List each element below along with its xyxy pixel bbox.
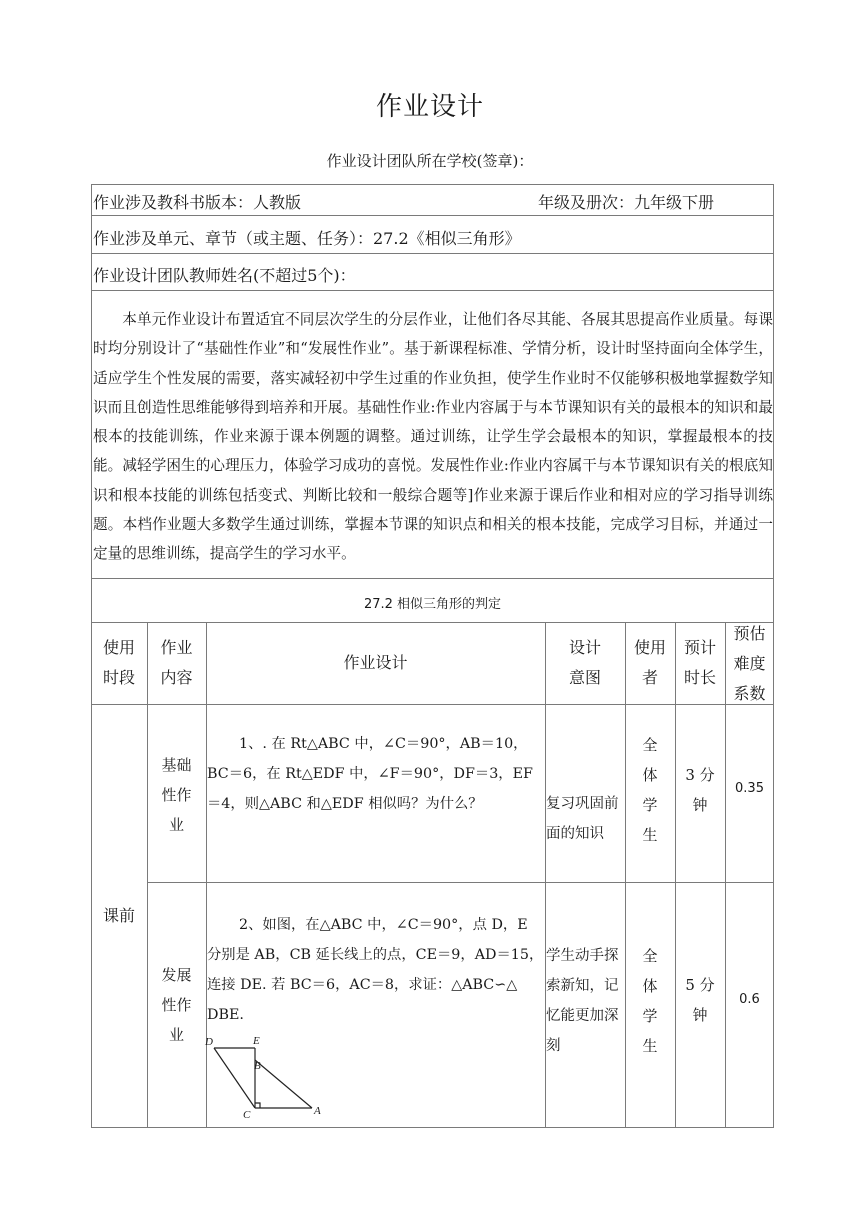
row2-type: 发展 性作 业 xyxy=(161,966,192,1044)
triangle-figure xyxy=(200,1030,340,1122)
divider xyxy=(91,215,774,216)
divider xyxy=(91,253,774,254)
divider xyxy=(91,704,774,705)
grade-volume: 年级及册次：九年级下册 xyxy=(538,193,715,212)
label-d: D xyxy=(205,1036,213,1048)
label-c: C xyxy=(243,1109,251,1121)
divider xyxy=(91,290,774,291)
col-divider xyxy=(147,622,148,1128)
divider xyxy=(91,622,774,623)
row2-user: 全 体 学 生 xyxy=(642,947,658,1055)
header-intent: 设计 意图 xyxy=(568,638,601,687)
divider xyxy=(147,882,774,883)
divider xyxy=(91,578,774,579)
label-b: B xyxy=(254,1060,261,1072)
school-line: 作业设计团队所在学校(签章)： xyxy=(326,152,534,170)
page-title: 作业设计 xyxy=(375,92,484,122)
header-user: 使用 者 xyxy=(633,638,666,687)
row1-user: 全 体 学 生 xyxy=(642,736,658,844)
row1-duration: 3 分 钟 xyxy=(685,766,715,814)
header-duration: 预计 时长 xyxy=(683,638,716,687)
row1-intent: 复习巩固前 面的知识 xyxy=(546,796,619,842)
row2-task: 2、如图，在△ABC 中，∠C＝90°，点 D，E 分别是 AB，CB 延长线上的点，CE＝9，AD＝15， 连接 DE. 若 BC＝6，AC＝8，求证：△ABC∽△ DBE. xyxy=(207,917,544,1023)
segment-dc xyxy=(214,1048,255,1108)
unit-chapter: 作业涉及单元、章节（或主题、任务）：27.2《相似三角形》 xyxy=(93,229,521,248)
design-description: 本单元作业设计布置适宜不同层次学生的分层作业，让他们各尽其能、各展其思提高作业质量。每课时均分别设计了“基础性作业”和“发展性作业”。基于新课程标准、学情分析，设计时坚持面向全体学生，适应学生个性发展的需要，落实减轻初中学生过重的作业负担，使学生作业时不仅能够积极地掌握数学知识而且创造性思维能够得到培养和开展。基础性作业:作业内容属于与本节课知识有关的最根本的知识和最根本的技能训练，作业来源于课本例题的调整。通过训练，让学生学会最根本的知识，掌握最根本的技能。减轻学困生的心理压力，体验学习成功的喜悦。发展性作业:作业内容属干与本节课知识有关的根底知识和根本技能的训练包括变式、判断比较和一般综合题等]作业来源于课后作业和相对应的学习指导训练题。本档作业题大多数学生通过训练，掌握本节课的知识点和相关的根本技能，完成学习目标，并通过一定量的思维训练，提高学生的学习水平。 xyxy=(93,311,773,563)
section-title: 27.2 相似三角形的判定 xyxy=(363,597,502,612)
right-angle-mark xyxy=(255,1103,260,1108)
row1-type: 基础 性作 业 xyxy=(161,756,192,834)
segment-ba xyxy=(255,1060,312,1108)
row2-difficulty: 0.6 xyxy=(739,992,760,1007)
row1-difficulty: 0.35 xyxy=(735,781,764,796)
header-content: 作业 内容 xyxy=(160,638,193,687)
header-time: 使用 时段 xyxy=(102,638,135,687)
textbook-version: 作业涉及教科书版本：人教版 xyxy=(93,193,302,212)
header-design: 作业设计 xyxy=(343,653,408,672)
row1-task: 1、. 在 Rt△ABC 中，∠C＝90°，AB＝10， BC＝6，在 Rt△EDF 中，∠F＝90°，DF＝3，EF ＝4，则△ABC 和△EDF 相似吗？为什么？ xyxy=(207,736,533,812)
period-label: 课前 xyxy=(102,906,135,925)
label-e: E xyxy=(253,1035,260,1047)
row2-duration: 5 分 钟 xyxy=(685,976,715,1024)
teacher-names: 作业设计团队教师姓名(不超过5个)： xyxy=(93,266,356,285)
header-difficulty: 预估 难度 系数 xyxy=(733,624,766,703)
label-a: A xyxy=(314,1105,321,1117)
row2-intent: 学生动手探 索新知，记 忆能更加深 刻 xyxy=(546,948,619,1054)
col-divider xyxy=(675,622,676,1128)
